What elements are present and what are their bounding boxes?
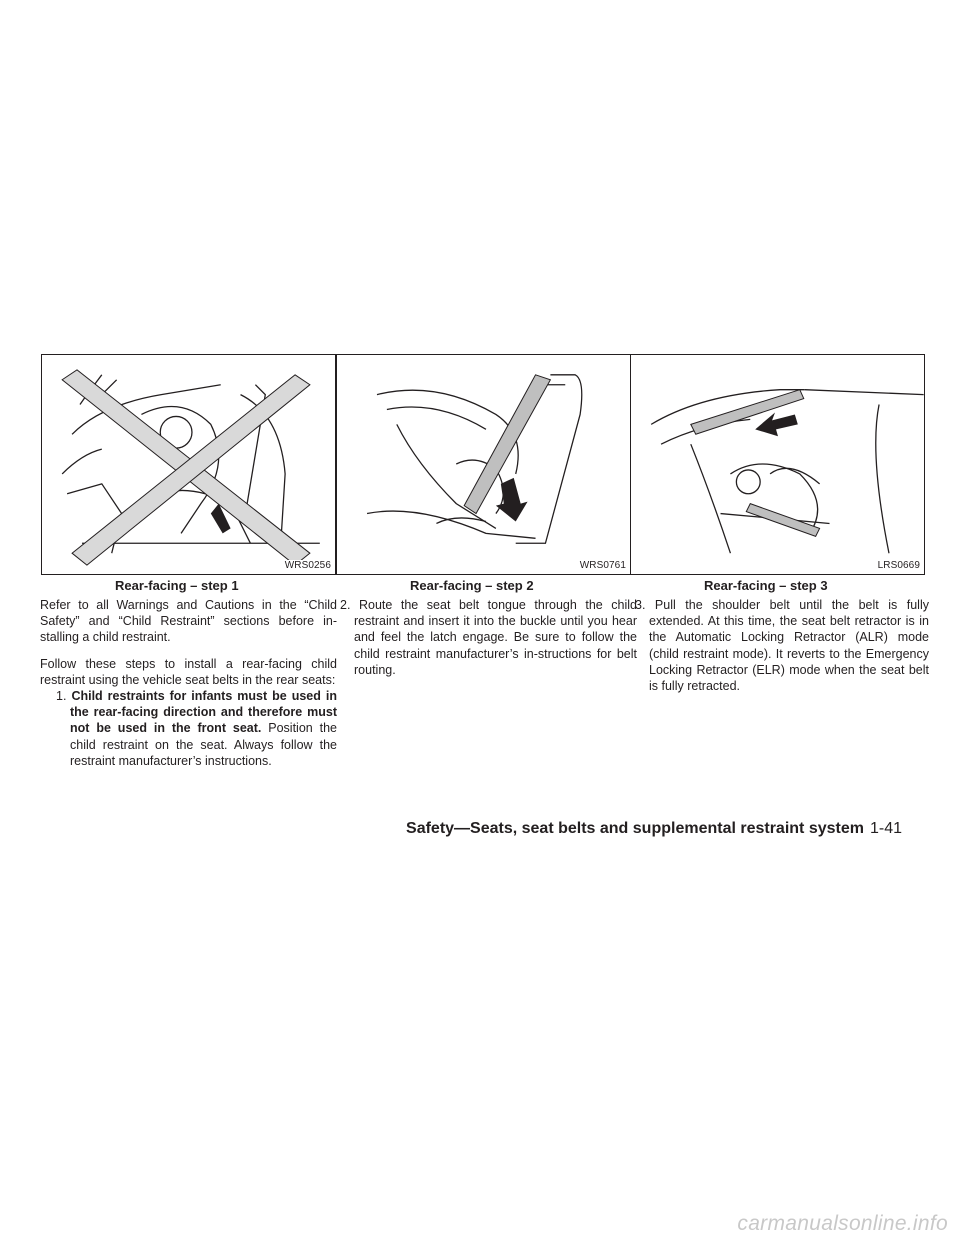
step-1-number: 1. xyxy=(56,689,67,704)
column-1-text xyxy=(40,597,337,769)
illustration-step-1 xyxy=(42,355,335,574)
footer-section-title: Safety—Seats, seat belts and supplemental restraint system xyxy=(406,820,864,837)
watermark-link[interactable]: carmanualsonline.info xyxy=(737,1212,948,1235)
figure-rear-facing-step-1 xyxy=(41,354,336,575)
illustration-step-3 xyxy=(631,355,924,574)
page-footer xyxy=(406,820,902,838)
figure-code: WRS0761 xyxy=(579,560,626,571)
illustration-step-2 xyxy=(337,355,630,574)
step-3: 3. Pull the shoulder belt until the belt is fully extended. At this time, the seat belt retractor is in the Automatic Locking Retractor (ALR) mode (child restraint mode). It reverts to the Emergency Locking Retractor (ELR) mode when the seat belt is fully retracted. xyxy=(635,598,929,694)
figure-caption: Rear-facing – step 2 xyxy=(410,578,534,593)
step-2: 2. Route the seat belt tongue through the child restraint and insert it into the buckle until you hear and feel the latch engage. Be sure to follow the child restraint manufacturer’s in-structions for belt routing. xyxy=(340,598,637,677)
step-1 xyxy=(40,688,337,769)
column-2-text xyxy=(340,597,637,678)
page-number: 1-41 xyxy=(869,820,902,837)
step-1-text: Position the child restraint on the seat. Always follow the restraint manufacturer’s instructions. xyxy=(70,721,338,768)
step-1-warning: Child restraints for infants must be used in the rear-facing direction and therefore must not be used in the front seat. xyxy=(70,689,337,736)
figure-caption: Rear-facing – step 3 xyxy=(704,578,828,593)
figure-code: LRS0669 xyxy=(877,560,920,571)
figure-rear-facing-step-2 xyxy=(336,354,631,575)
intro-paragraph: Refer to all Warnings and Cautions in the “Child Safety” and “Child Restraint” sections before in-stalling a child restraint. xyxy=(40,598,337,645)
follow-paragraph: Follow these steps to install a rear-facing child restraint using the vehicle seat belts in the rear seats: xyxy=(40,656,337,687)
figure-rear-facing-step-3 xyxy=(630,354,925,575)
column-3-text xyxy=(635,597,929,694)
figure-code: WRS0256 xyxy=(284,560,331,571)
figure-caption: Rear-facing – step 1 xyxy=(115,578,239,593)
